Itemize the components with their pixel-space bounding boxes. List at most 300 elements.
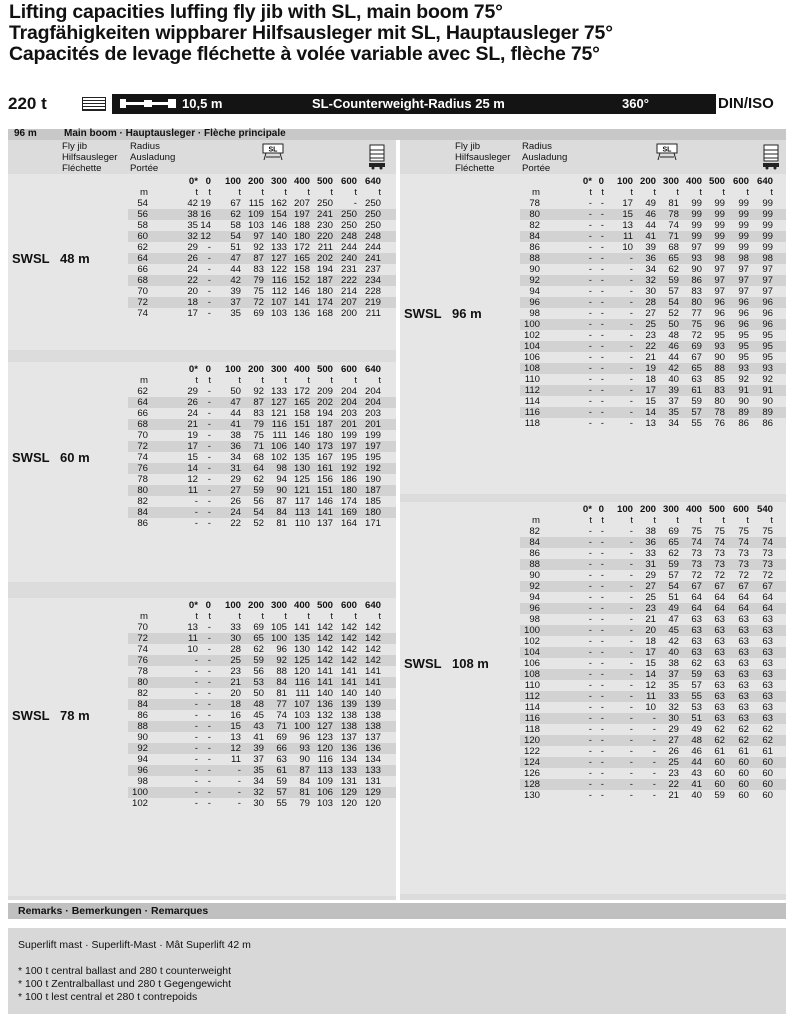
swsl60-value-2-1: 24 <box>187 408 198 419</box>
swsl78-value-5-2: - <box>207 677 211 688</box>
swsl108-value-14-5: 35 <box>668 680 679 691</box>
swsl108-value-7-2: - <box>600 603 604 614</box>
swsl60-value-3-9: 201 <box>364 419 381 430</box>
swsl96-value-17-8: 91 <box>738 385 749 396</box>
swsl60-value-9-5: 90 <box>276 485 287 496</box>
swsl108-radius-7: 96 <box>529 603 540 614</box>
swsl60-value-8-7: 156 <box>316 474 333 485</box>
swsl78-radius-15: 100 <box>131 787 148 798</box>
swsl108-label: SWSL <box>404 655 442 671</box>
remark-note-de: * 100 t Zentralballast und 280 t Gegengewicht <box>18 978 232 990</box>
swsl60-value-0-7: 209 <box>316 386 333 397</box>
swsl108-radius-5: 92 <box>529 581 540 592</box>
swsl48-value-8-2: - <box>207 286 211 297</box>
swsl96-value-7-1: - <box>588 275 592 286</box>
swsl60-value-2-8: 203 <box>340 408 357 419</box>
swsl108-value-23-4: - <box>652 779 656 790</box>
swsl108-value-7-5: 49 <box>668 603 679 614</box>
swsl108-value-6-6: 64 <box>691 592 702 603</box>
swsl48-value-8-8: 214 <box>340 286 357 297</box>
swsl78-value-9-5: 71 <box>276 721 287 732</box>
swsl60-value-12-7: 137 <box>316 518 333 529</box>
swsl60-unit-t-1: t <box>208 375 211 386</box>
swsl48-radius-6: 66 <box>137 264 148 275</box>
swsl108-value-18-5: 29 <box>668 724 679 735</box>
swsl48-value-3-1: 32 <box>187 231 198 242</box>
swsl96-value-2-1: - <box>588 220 592 231</box>
swsl78-value-0-7: 142 <box>316 622 333 633</box>
swsl108-value-15-4: 11 <box>646 691 656 702</box>
swsl108-value-3-1: - <box>588 559 592 570</box>
swsl60-radius-9: 80 <box>137 485 148 496</box>
swsl48-value-9-6: 141 <box>293 297 310 308</box>
standard-label: DIN/ISO <box>718 95 774 112</box>
swsl78-value-13-7: 113 <box>317 765 333 776</box>
swsl108-value-1-8: 74 <box>738 537 749 548</box>
swsl78-unit-t-1: t <box>208 611 211 622</box>
swsl96-radius-15: 108 <box>523 363 540 374</box>
swsl108-value-5-5: 54 <box>668 581 679 592</box>
swsl60-value-2-9: 203 <box>364 408 381 419</box>
swsl108-value-2-1: - <box>588 548 592 559</box>
swsl108-value-24-3: - <box>629 790 633 801</box>
swsl78-value-8-7: 132 <box>316 710 333 721</box>
swsl108-radius-1: 84 <box>529 537 540 548</box>
swsl78-radius-2: 74 <box>137 644 148 655</box>
swsl96-value-5-8: 98 <box>738 253 749 264</box>
swsl108-value-22-8: 60 <box>738 768 749 779</box>
swsl96-value-15-6: 65 <box>691 363 702 374</box>
swsl96-value-13-6: 69 <box>691 341 702 352</box>
swsl78-value-14-4: 34 <box>253 776 264 787</box>
swsl60-value-4-9: 199 <box>364 430 381 441</box>
swsl60-counterweight-header-4: 300 <box>270 364 287 375</box>
swsl108-value-21-7: 60 <box>714 757 725 768</box>
swsl108-value-14-2: - <box>600 680 604 691</box>
swsl108-counterweight-header-1: 0 <box>598 504 604 515</box>
swsl108-value-16-7: 63 <box>714 702 725 713</box>
swsl48-value-6-1: 24 <box>187 264 198 275</box>
swsl78-value-11-4: 39 <box>253 743 264 754</box>
swsl108-value-0-3: - <box>629 526 633 537</box>
swsl96-radius-18: 114 <box>524 396 540 407</box>
swsl96-value-3-5: 71 <box>668 231 679 242</box>
swsl108-value-6-7: 64 <box>714 592 725 603</box>
swsl48-value-4-5: 133 <box>270 242 287 253</box>
swsl60-value-8-4: 62 <box>253 474 264 485</box>
swsl108-value-17-5: 30 <box>668 713 679 724</box>
swsl60-value-5-3: 36 <box>230 441 241 452</box>
swsl108-value-9-7: 63 <box>714 625 725 636</box>
swsl60-value-0-1: 29 <box>187 386 198 397</box>
swsl96-value-1-3: 15 <box>622 209 633 220</box>
superlift-mast-note: Superlift mast · Superlift-Mast · Mât Superlift 42 m <box>18 939 251 951</box>
swsl108-value-13-3: - <box>629 669 633 680</box>
swsl60-value-8-2: - <box>207 474 211 485</box>
swsl48-value-0-4: 115 <box>248 198 264 209</box>
swsl78-value-6-4: 50 <box>253 688 264 699</box>
swsl48-value-2-4: 103 <box>247 220 264 231</box>
swsl108-value-22-6: 43 <box>691 768 702 779</box>
swsl108-counterweight-header-0: 0* <box>582 504 592 515</box>
swsl96-value-18-6: 59 <box>691 396 702 407</box>
swsl96-value-14-7: 90 <box>714 352 725 363</box>
swsl108-value-3-2: - <box>600 559 604 570</box>
swsl96-radius-5: 88 <box>529 253 540 264</box>
swsl78-value-12-4: 37 <box>253 754 264 765</box>
swsl108-radius-2: 86 <box>529 548 540 559</box>
swsl60-value-9-9: 187 <box>364 485 381 496</box>
swsl60-value-1-2: - <box>207 397 211 408</box>
swsl108-value-20-7: 61 <box>714 746 725 757</box>
swsl96-value-14-2: - <box>600 352 604 363</box>
swsl60-value-11-4: 54 <box>253 507 264 518</box>
swsl108-value-15-8: 63 <box>738 691 749 702</box>
swsl48-value-9-1: 18 <box>187 297 198 308</box>
swsl108-value-3-9: 73 <box>762 559 773 570</box>
swsl96-value-15-3: - <box>629 363 633 374</box>
swsl60-radius-10: 82 <box>137 496 148 507</box>
swsl60-counterweight-header-3: 200 <box>247 364 264 375</box>
swsl108-value-11-7: 63 <box>714 647 725 658</box>
swsl108-value-12-7: 63 <box>714 658 725 669</box>
swsl60-value-10-7: 146 <box>316 496 333 507</box>
remarks-header <box>8 903 786 919</box>
swsl78-value-7-3: 18 <box>230 699 241 710</box>
swsl108-value-17-4: - <box>652 713 656 724</box>
swsl60-value-5-1: 17 <box>187 441 198 452</box>
swsl48-unit-t-4: t <box>284 187 287 198</box>
swsl48-value-2-9: 250 <box>364 220 381 231</box>
swsl96-counterweight-header-1: 0 <box>598 176 604 187</box>
swsl96-value-13-2: - <box>600 341 604 352</box>
swsl78-value-11-9: 136 <box>364 743 381 754</box>
swsl96-value-6-5: 62 <box>668 264 679 275</box>
swsl96-value-6-7: 97 <box>714 264 725 275</box>
swsl96-value-15-2: - <box>600 363 604 374</box>
swsl108-value-11-2: - <box>600 647 604 658</box>
swsl108-value-13-6: 59 <box>691 669 702 680</box>
swsl60-value-6-9: 195 <box>364 452 381 463</box>
swsl96-value-15-9: 93 <box>762 363 773 374</box>
swsl60-value-10-1: - <box>194 496 198 507</box>
section-header <box>8 129 786 140</box>
swsl48-value-4-6: 172 <box>293 242 310 253</box>
swsl48-value-0-1: 42 <box>187 198 198 209</box>
swsl60-radius-4: 70 <box>137 430 148 441</box>
swsl108-value-17-2: - <box>600 713 604 724</box>
swsl96-value-8-1: - <box>588 286 592 297</box>
swsl48-value-0-3: 67 <box>230 198 241 209</box>
swsl96-value-3-3: 11 <box>623 231 633 242</box>
swsl96-value-20-7: 76 <box>714 418 725 429</box>
swsl78-value-3-9: 142 <box>364 655 381 666</box>
swsl78-counterweight-header-7: 600 <box>340 600 357 611</box>
swsl96-radius-12: 102 <box>523 330 540 341</box>
swsl108-value-4-3: - <box>629 570 633 581</box>
swsl60-radius-0: 62 <box>137 386 148 397</box>
swsl96-value-13-9: 95 <box>762 341 773 352</box>
swsl60-value-9-2: - <box>207 485 211 496</box>
swsl48-value-9-8: 207 <box>340 297 357 308</box>
swsl108-value-19-7: 62 <box>714 735 725 746</box>
swsl48-radius-4: 62 <box>137 242 148 253</box>
remarks-heading: Remarks · Bemerkungen · Remarques <box>18 905 209 917</box>
swsl108-value-2-4: 33 <box>645 548 656 559</box>
swsl96-value-9-3: - <box>629 297 633 308</box>
swsl78-value-13-9: 133 <box>364 765 381 776</box>
swsl96-unit-t-1: t <box>601 187 604 198</box>
swsl108-value-21-3: - <box>629 757 633 768</box>
swsl78-value-8-9: 138 <box>364 710 381 721</box>
swsl108-value-12-9: 63 <box>762 658 773 669</box>
swsl78-counterweight-header-3: 200 <box>247 600 264 611</box>
swsl96-radius-10: 98 <box>529 308 540 319</box>
swsl108-value-13-1: - <box>588 669 592 680</box>
swsl78-value-16-2: - <box>207 798 211 809</box>
swsl96-value-12-1: - <box>588 330 592 341</box>
swsl108-value-4-8: 72 <box>738 570 749 581</box>
swsl48-unit-t-8: t <box>378 187 381 198</box>
swsl48-value-1-5: 154 <box>270 209 287 220</box>
swsl108-radius-11: 104 <box>523 647 540 658</box>
swsl60-value-9-1: 11 <box>188 485 198 496</box>
swsl78-value-4-9: 141 <box>364 666 381 677</box>
swsl108-value-16-6: 53 <box>691 702 702 713</box>
swsl48-value-3-3: 54 <box>230 231 241 242</box>
swsl96-value-19-3: - <box>629 407 633 418</box>
swsl78-value-15-6: 81 <box>299 787 310 798</box>
swsl108-value-22-2: - <box>600 768 604 779</box>
swsl96-value-3-4: 41 <box>645 231 656 242</box>
swsl60-label: SWSL <box>12 449 50 465</box>
swsl108-value-19-3: - <box>629 735 633 746</box>
swsl60-value-0-3: 50 <box>230 386 241 397</box>
swsl108-value-5-1: - <box>588 581 592 592</box>
swsl48-value-2-5: 146 <box>270 220 287 231</box>
swsl60-counterweight-header-7: 600 <box>340 364 357 375</box>
swsl96-value-12-8: 95 <box>738 330 749 341</box>
swsl96-value-13-5: 46 <box>668 341 679 352</box>
swsl60-value-4-3: 38 <box>230 430 241 441</box>
swsl78-value-13-4: 35 <box>253 765 264 776</box>
swsl108-value-2-7: 73 <box>714 548 725 559</box>
swsl108-value-19-2: - <box>600 735 604 746</box>
radius-label-de: Ausladung <box>130 152 176 163</box>
radius-label-en: Radius <box>130 141 160 152</box>
swsl78-value-15-9: 129 <box>364 787 381 798</box>
swsl96-value-11-2: - <box>600 319 604 330</box>
swsl96-value-17-3: - <box>629 385 633 396</box>
spec-bar <box>8 94 786 114</box>
swsl78-value-4-3: 23 <box>230 666 241 677</box>
swsl96-value-9-7: 96 <box>714 297 725 308</box>
swsl108-value-12-5: 38 <box>668 658 679 669</box>
swsl60-value-11-8: 169 <box>340 507 357 518</box>
swsl108-value-0-4: 38 <box>645 526 656 537</box>
swsl78-unit-t-5: t <box>307 611 310 622</box>
swsl108-value-10-6: 63 <box>691 636 702 647</box>
swsl108-value-18-2: - <box>600 724 604 735</box>
swsl60-value-10-3: 26 <box>230 496 241 507</box>
swsl96-value-5-7: 98 <box>714 253 725 264</box>
swsl108-value-8-4: 21 <box>645 614 656 625</box>
swsl78-value-11-3: 12 <box>230 743 241 754</box>
swsl96-value-4-4: 39 <box>645 242 656 253</box>
swsl96-value-1-5: 78 <box>668 209 679 220</box>
swsl48-value-7-1: 22 <box>187 275 198 286</box>
swsl96-counterweight-header-0: 0* <box>582 176 592 187</box>
swsl78-radius-9: 88 <box>137 721 148 732</box>
swsl96-value-7-7: 97 <box>714 275 725 286</box>
swsl48-value-8-4: 75 <box>253 286 264 297</box>
swsl48-value-1-7: 241 <box>316 209 333 220</box>
swsl78-value-11-8: 136 <box>340 743 357 754</box>
swsl96-counterweight-header-2: 100 <box>616 176 633 187</box>
swsl108-value-9-4: 20 <box>645 625 656 636</box>
swsl96-value-7-8: 97 <box>738 275 749 286</box>
swsl78-radius-1: 72 <box>137 633 148 644</box>
swsl108-unit-t-3: t <box>653 515 656 526</box>
swsl96-value-1-8: 99 <box>738 209 749 220</box>
swsl60-radius-6: 74 <box>137 452 148 463</box>
swsl78-value-5-7: 141 <box>316 677 333 688</box>
swsl96-value-11-7: 96 <box>714 319 725 330</box>
swsl96-value-20-3: - <box>629 418 633 429</box>
swsl60-value-5-4: 71 <box>253 441 264 452</box>
swsl78-value-7-9: 139 <box>364 699 381 710</box>
swsl48-unit-t-7: t <box>354 187 357 198</box>
swsl48-unit-t-0: t <box>195 187 198 198</box>
swsl60-value-9-7: 151 <box>316 485 333 496</box>
swsl60-value-3-8: 201 <box>340 419 357 430</box>
swsl96-value-13-1: - <box>588 341 592 352</box>
swsl108-value-11-9: 63 <box>762 647 773 658</box>
swsl78-value-3-2: - <box>207 655 211 666</box>
swsl108-value-12-6: 62 <box>691 658 702 669</box>
swsl96-value-11-5: 50 <box>668 319 679 330</box>
counterweight-grid-icon <box>82 97 106 111</box>
swsl60-unit-t-0: t <box>195 375 198 386</box>
swsl108-value-14-3: - <box>629 680 633 691</box>
swsl96-value-0-1: - <box>588 198 592 209</box>
swsl48-radius-8: 70 <box>137 286 148 297</box>
swsl60-value-6-1: 15 <box>187 452 198 463</box>
swsl108-value-8-9: 63 <box>762 614 773 625</box>
swsl108-value-2-9: 73 <box>762 548 773 559</box>
swsl48-value-0-2: 19 <box>200 198 211 209</box>
swsl96-length: 96 m <box>452 305 482 321</box>
superlift-icon-right <box>656 143 678 161</box>
swsl78-value-11-1: - <box>194 743 198 754</box>
swsl108-value-4-6: 72 <box>691 570 702 581</box>
swsl96-value-16-9: 92 <box>762 374 773 385</box>
title-fr: Capacités de levage fléchette à volée variable avec SL, flèche 75° <box>9 43 600 65</box>
swsl60-unit-t-8: t <box>378 375 381 386</box>
swsl96-value-0-3: 17 <box>622 198 633 209</box>
swsl48-unit-t-5: t <box>307 187 310 198</box>
swsl48-value-8-9: 228 <box>364 286 381 297</box>
title-block <box>9 2 785 65</box>
swsl96-value-5-5: 65 <box>668 253 679 264</box>
swsl108-value-9-8: 63 <box>738 625 749 636</box>
swsl108-value-8-2: - <box>600 614 604 625</box>
swsl78-radius-14: 98 <box>137 776 148 787</box>
swsl96-value-11-9: 96 <box>762 319 773 330</box>
swsl48-value-6-9: 237 <box>364 264 381 275</box>
swsl96-radius-1: 80 <box>529 209 540 220</box>
swsl96-value-20-8: 86 <box>738 418 749 429</box>
swsl48-value-9-9: 219 <box>364 297 381 308</box>
swsl60-value-7-4: 64 <box>253 463 264 474</box>
flyjib-label-fr: Fléchette <box>62 163 102 174</box>
swsl108-value-21-6: 44 <box>691 757 702 768</box>
swsl78-value-15-7: 106 <box>316 787 333 798</box>
swsl78-value-10-1: - <box>194 732 198 743</box>
swsl60-value-5-8: 197 <box>340 441 357 452</box>
swsl108-value-0-5: 69 <box>668 526 679 537</box>
swsl48-value-6-5: 122 <box>270 264 287 275</box>
swsl48-value-10-1: 17 <box>187 308 198 319</box>
swsl48-value-7-3: 42 <box>230 275 241 286</box>
swsl96-value-8-5: 57 <box>668 286 679 297</box>
swsl108-value-0-7: 75 <box>714 526 725 537</box>
swsl108-radius-4: 90 <box>529 570 540 581</box>
swsl60-value-12-3: 22 <box>230 518 241 529</box>
swsl108-value-21-2: - <box>600 757 604 768</box>
swsl78-value-10-6: 96 <box>299 732 310 743</box>
swsl48-value-6-7: 194 <box>316 264 333 275</box>
swsl48-value-1-6: 197 <box>293 209 310 220</box>
swsl78-value-4-7: 141 <box>316 666 333 677</box>
swsl78-value-6-7: 140 <box>316 688 333 699</box>
swsl108-value-2-8: 73 <box>738 548 749 559</box>
swsl60-value-4-2: - <box>207 430 211 441</box>
swsl78-value-6-3: 20 <box>230 688 241 699</box>
swsl60-value-5-7: 173 <box>316 441 333 452</box>
swsl108-value-12-3: - <box>629 658 633 669</box>
swsl96-value-17-5: 39 <box>668 385 679 396</box>
swsl108-value-17-8: 63 <box>738 713 749 724</box>
swsl60-value-5-9: 197 <box>364 441 381 452</box>
swsl108-value-15-9: 63 <box>762 691 773 702</box>
swsl60-value-5-5: 106 <box>270 441 287 452</box>
swsl108-value-17-6: 51 <box>691 713 702 724</box>
swsl60-value-7-7: 161 <box>316 463 333 474</box>
swsl48-value-4-8: 244 <box>340 242 357 253</box>
swsl78-counterweight-header-8: 640 <box>364 600 381 611</box>
swsl48-radius-5: 64 <box>137 253 148 264</box>
swsl108-value-9-3: - <box>629 625 633 636</box>
swsl96-value-6-2: - <box>600 264 604 275</box>
swsl60-value-4-8: 199 <box>340 430 357 441</box>
swsl78-value-8-5: 74 <box>276 710 287 721</box>
swsl78-radius-10: 90 <box>137 732 148 743</box>
swsl108-value-2-5: 62 <box>668 548 679 559</box>
swsl108-value-24-5: 21 <box>668 790 679 801</box>
swsl48-counterweight-header-6: 500 <box>316 176 333 187</box>
swsl96-value-1-7: 99 <box>714 209 725 220</box>
swsl108-value-22-4: - <box>652 768 656 779</box>
jib-diagram-icon <box>120 99 176 108</box>
swsl108-counterweight-header-4: 300 <box>662 504 679 515</box>
swsl108-radius-16: 114 <box>524 702 540 713</box>
swsl60-value-9-4: 59 <box>253 485 264 496</box>
swsl48-value-1-4: 109 <box>247 209 264 220</box>
swsl60-value-12-8: 164 <box>340 518 357 529</box>
swsl96-value-11-3: - <box>629 319 633 330</box>
swsl96-value-18-3: - <box>629 396 633 407</box>
